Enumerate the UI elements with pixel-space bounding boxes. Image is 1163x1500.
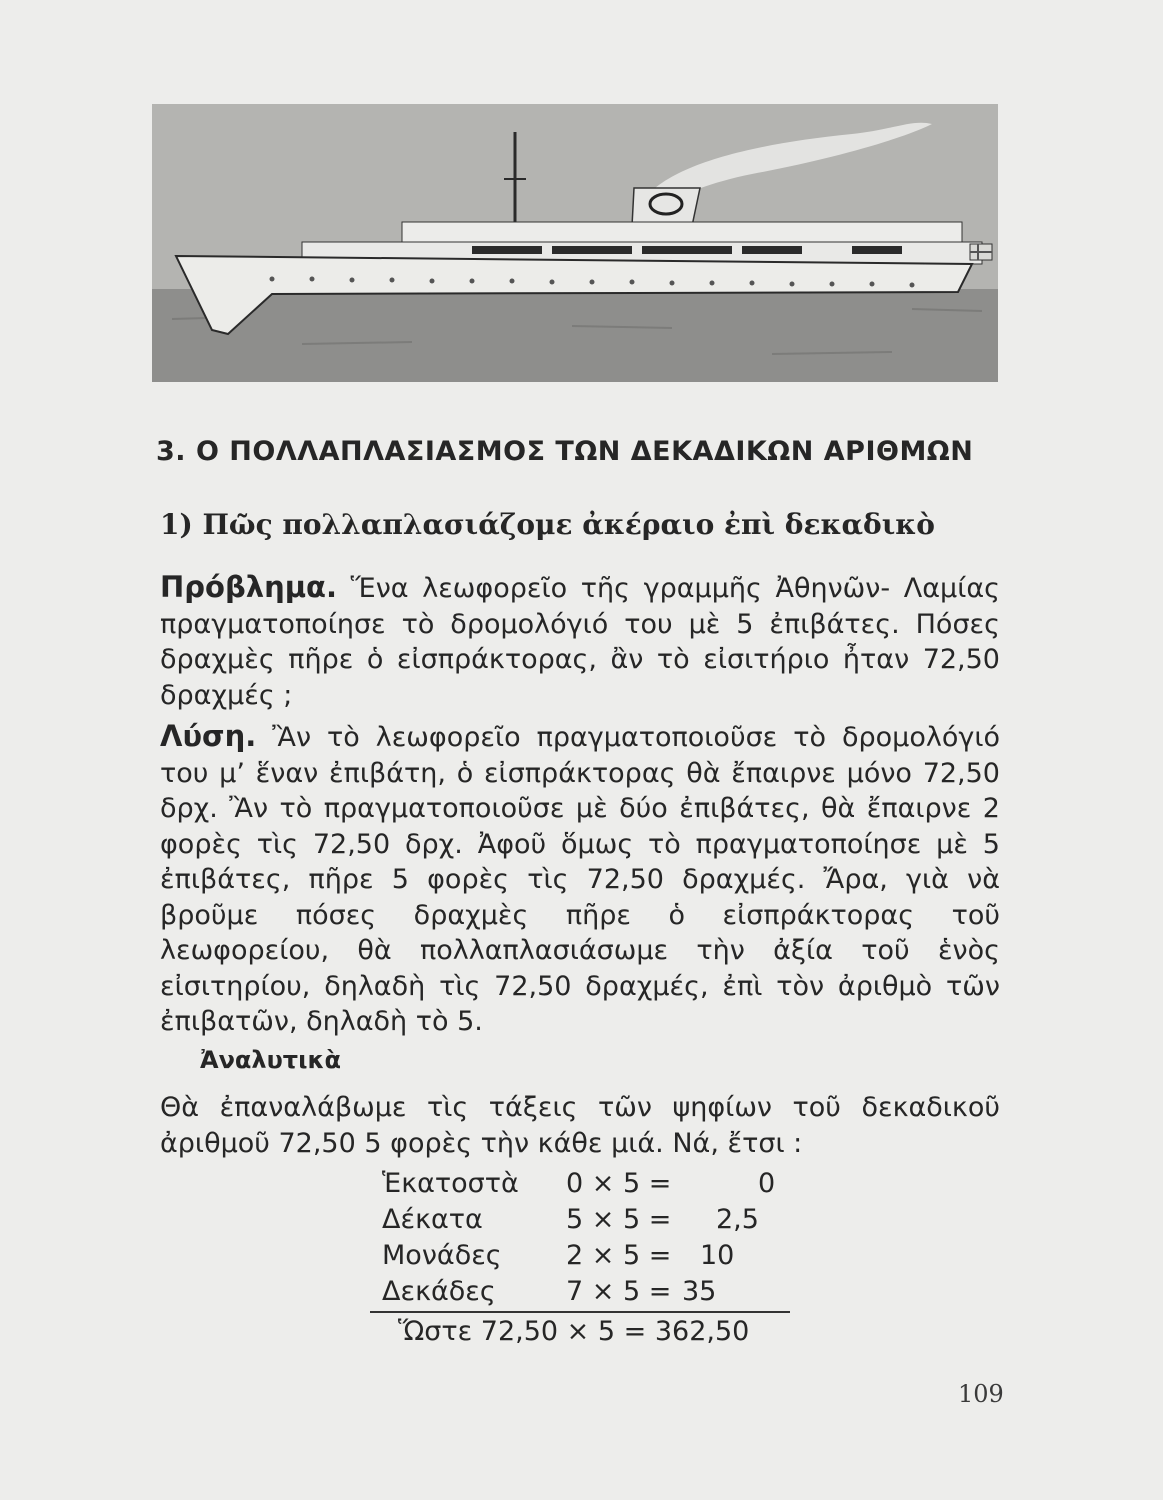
ship-illustration-svg bbox=[152, 104, 998, 382]
calc-row bbox=[360, 1276, 790, 1312]
calc-row-expression: 7 × 5 = bbox=[566, 1276, 672, 1307]
analytic-heading: Ἀναλυτικὰ bbox=[200, 1046, 342, 1074]
calc-row-label: Μονάδες bbox=[382, 1240, 502, 1271]
page-number: 109 bbox=[958, 1380, 1004, 1408]
calc-row-label: Ἑκατοστὰ bbox=[382, 1168, 519, 1199]
calc-total: Ὥστε 72,50 × 5 = 362,50 bbox=[398, 1316, 750, 1347]
solution-label: Λύση. bbox=[160, 719, 257, 753]
calc-row-expression: 0 × 5 = bbox=[566, 1168, 672, 1199]
section-title: 3. Ο ΠΟΛΛΑΠΛΑΣΙΑΣΜΟΣ ΤΩΝ ΔΕΚΑΔΙΚΩΝ ΑΡΙΘΜΩΝ bbox=[156, 436, 974, 467]
calc-row-label: Δεκάδες bbox=[382, 1276, 496, 1307]
calc-row bbox=[360, 1168, 790, 1204]
solution-paragraph bbox=[160, 719, 1000, 1040]
calc-row-expression: 5 × 5 = bbox=[566, 1204, 672, 1235]
analytic-intro: Θὰ ἐπαναλάβωμε τὶς τάξεις τῶν ψηφίων τοῦ δεκαδικοῦ ἀριθμοῦ 72,50 5 φορὲς τὴν κάθε μιά. Νά, ἔτσι : bbox=[160, 1092, 1000, 1159]
calc-row-result: 10 bbox=[700, 1240, 735, 1271]
solution-text: Ἂν τὸ λεωφορεῖο πραγματοποιοῦσε τὸ δρομολόγιό του μ’ ἕναν ἐπιβάτη, ὁ εἰσπράκτορας θὰ ἔπαιρνε μόνο 72,50 δρχ. Ἂν τὸ πραγματοποιοῦσε μὲ δύο ἐπιβάτες, θὰ ἔπαιρνε 2 φορὲς τὶς 72,50 δρχ. Ἀφοῦ ὅμως τὸ πραγματοποίησε μὲ 5 ἐπιβάτες, πῆρε 5 φορὲς τὶς 72,50 δραχμές. Ἄρα, γιὰ νὰ βροῦμε πόσες δραχμὲς πῆρε ὁ εἰσπράκτορας τοῦ λεωφορείου, θὰ πολλαπλασιάσωμε τὴν ἀξία τοῦ ἑνὸς εἰσιτηρίου, δηλαδὴ τὶς 72,50 δραχμές, ἐπὶ τὸν ἀριθμὸ τῶν ἐπιβατῶν, δηλαδὴ τὸ 5. bbox=[160, 722, 1000, 1037]
calc-row-label: Δέκατα bbox=[382, 1204, 483, 1235]
calc-row-result: 35 bbox=[682, 1276, 717, 1307]
problem-text: Ἕνα λεωφορεῖο τῆς γραμμῆς Ἀθηνῶν- Λαμίας πραγματοποίησε τὸ δρομολόγιό του μὲ 5 ἐπιβάτες. Πόσες δραχμὲς πῆρε ὁ εἰσπράκτορας, ἂν τὸ εἰσιτήριο ἦταν 72,50 δραχμές ; bbox=[160, 573, 1000, 711]
subsection-title: 1) Πῶς πολλαπλασιάζομε ἀκέραιο ἐπὶ δεκαδικὸ bbox=[160, 508, 935, 541]
calc-row-expression: 2 × 5 = bbox=[566, 1240, 672, 1271]
calc-row-result: 2,5 bbox=[716, 1204, 759, 1235]
problem-paragraph bbox=[160, 570, 1000, 713]
calc-row-result: 0 bbox=[758, 1168, 776, 1199]
ship-illustration bbox=[152, 104, 998, 382]
calc-row bbox=[360, 1204, 790, 1240]
problem-label: Πρόβλημα. bbox=[160, 570, 337, 604]
sum-divider bbox=[370, 1311, 790, 1313]
calc-row bbox=[360, 1240, 790, 1276]
